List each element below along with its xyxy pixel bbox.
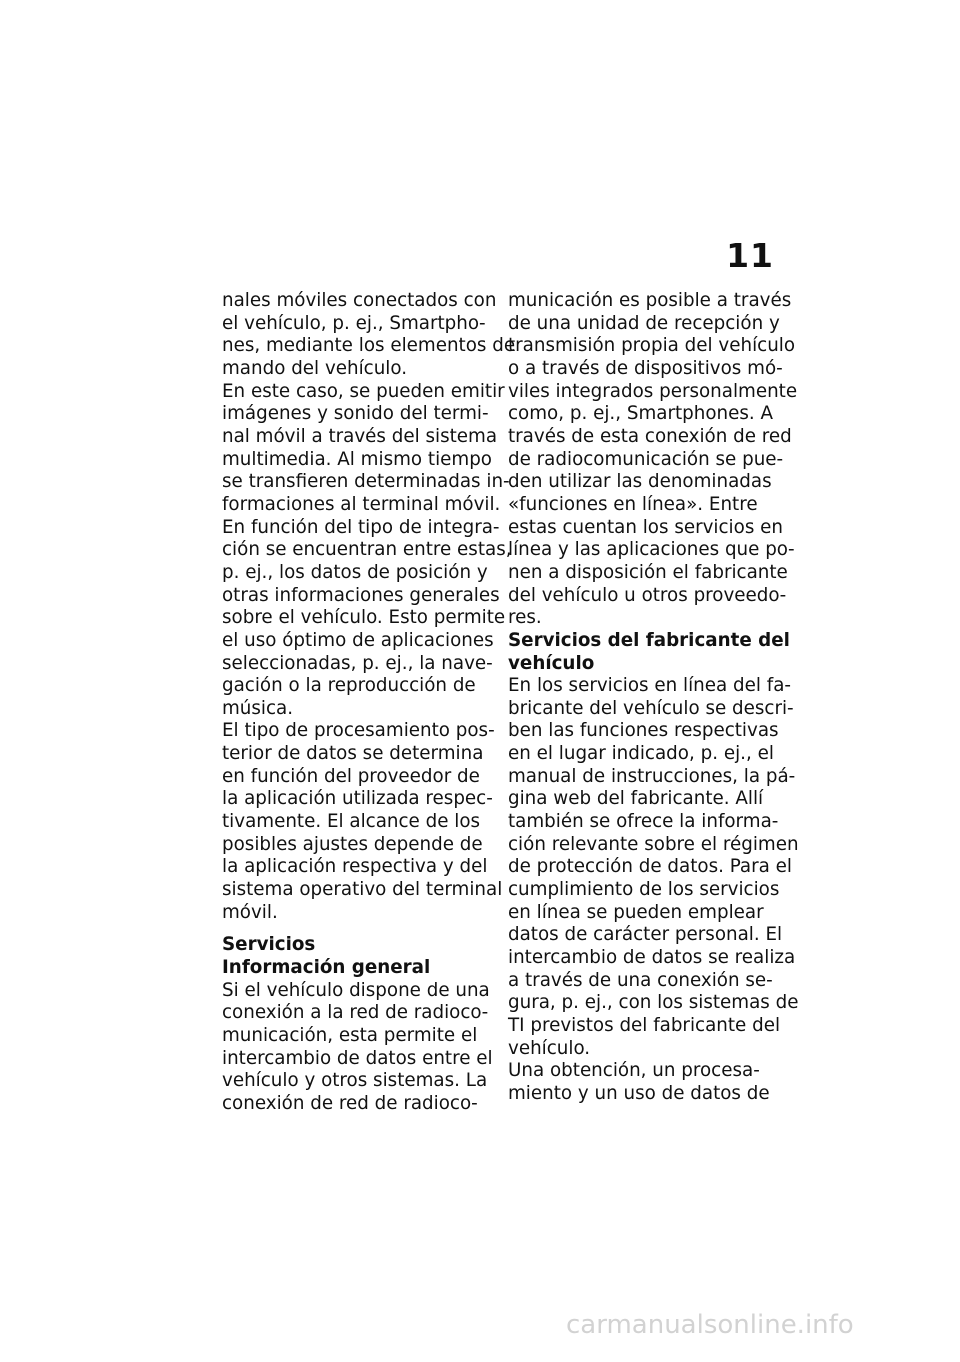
- text-line: imágenes y sonido del termi‐: [222, 403, 489, 425]
- text-line: terior de datos se determina: [222, 743, 484, 765]
- text-line: de radiocomunicación se pue‐: [508, 448, 784, 470]
- text-line: tivamente. El alcance de los: [222, 811, 481, 833]
- text-line: En este caso, se pueden emitir: [222, 380, 505, 402]
- text-line: vehículo y otros sistemas. La: [222, 1070, 488, 1092]
- text-line: res.: [508, 607, 542, 629]
- text-line: sistema operativo del terminal: [222, 879, 503, 901]
- text-line: formaciones al terminal móvil.: [222, 493, 501, 515]
- page-number: 11: [726, 236, 774, 275]
- text-line: mando del vehículo.: [222, 357, 408, 379]
- text-line: en línea se pueden emplear: [508, 901, 764, 923]
- text-line: «funciones en línea». Entre: [508, 493, 758, 515]
- text-line: sobre el vehículo. Esto permite: [222, 607, 506, 629]
- section-gap: [222, 924, 494, 934]
- text-line: posibles ajustes depende de: [222, 833, 483, 855]
- text-line: viles integrados personalmente: [508, 380, 798, 402]
- watermark: carmanualsonline.info: [566, 1310, 854, 1340]
- text-line: otras informaciones generales: [222, 584, 500, 606]
- text-line: gación o la reproducción de: [222, 675, 476, 697]
- text-line: a través de una conexión se‐: [508, 969, 773, 991]
- text-line: ben las funciones respectivas: [508, 720, 779, 742]
- text-line: miento y un uso de datos de: [508, 1082, 770, 1104]
- text-line: el vehículo, p. ej., Smartpho‐: [222, 312, 486, 334]
- section-heading: Servicios: [222, 934, 316, 956]
- text-line: intercambio de datos entre el: [222, 1047, 493, 1069]
- left-section-paragraph: [222, 980, 494, 1116]
- text-line: p. ej., los datos de posición y: [222, 561, 488, 583]
- text-line: de protección de datos. Para el: [508, 856, 792, 878]
- text-line: Si el vehículo dispone de una: [222, 979, 490, 1001]
- text-line: conexión a la red de radioco‐: [222, 1002, 489, 1024]
- text-line: cumplimiento de los servicios: [508, 879, 780, 901]
- right-section-paragraph: [508, 675, 799, 1105]
- text-line: móvil.: [222, 901, 278, 923]
- right-paragraph-block: [508, 290, 798, 630]
- text-line: la aplicación utilizada respec‐: [222, 788, 493, 810]
- text-line: en función del proveedor de: [222, 765, 480, 787]
- text-line: ción relevante sobre el régimen: [508, 833, 799, 855]
- text-line: la aplicación respectiva y del: [222, 856, 488, 878]
- text-line: en el lugar indicado, p. ej., el: [508, 743, 774, 765]
- text-line: vehículo.: [508, 1037, 591, 1059]
- text-line: como, p. ej., Smartphones. A: [508, 403, 773, 425]
- left-column: [222, 290, 516, 1116]
- section-heading-line: Servicios del fabricante del: [508, 629, 790, 651]
- text-line: o a través de dispositivos mó‐: [508, 357, 783, 379]
- text-line: el uso óptimo de aplicaciones: [222, 629, 494, 651]
- text-line: gina web del fabricante. Allí: [508, 788, 764, 810]
- text-line: ción se encuentran entre estas,: [222, 539, 512, 561]
- text-line: seleccionadas, p. ej., la nave‐: [222, 652, 493, 674]
- text-line: de una unidad de recepción y: [508, 312, 780, 334]
- section-heading-line: vehículo: [508, 652, 595, 674]
- text-line: nen a disposición el fabricante: [508, 561, 788, 583]
- text-line: El tipo de procesamiento pos‐: [222, 720, 495, 742]
- text-line: nales móviles conectados con: [222, 290, 497, 311]
- text-line: través de esta conexión de red: [508, 425, 792, 447]
- text-line: intercambio de datos se realiza: [508, 947, 796, 969]
- subsection-heading: Información general: [222, 957, 431, 979]
- text-line: multimedia. Al mismo tiempo: [222, 448, 492, 470]
- text-line: gura, p. ej., con los sistemas de: [508, 992, 799, 1014]
- text-line: se transfieren determinadas in‐: [222, 471, 510, 493]
- right-column: [508, 290, 799, 1106]
- text-line: manual de instrucciones, la pá‐: [508, 765, 796, 787]
- text-line: Una obtención, un procesa‐: [508, 1060, 760, 1082]
- text-line: En función del tipo de integra‐: [222, 516, 500, 538]
- text-line: municación es posible a través: [508, 290, 792, 311]
- text-line: conexión de red de radioco‐: [222, 1092, 478, 1114]
- text-line: En los servicios en línea del fa‐: [508, 675, 792, 697]
- text-line: línea y las aplicaciones que po‐: [508, 539, 795, 561]
- text-line: también se ofrece la informa‐: [508, 811, 779, 833]
- text-line: bricante del vehículo se descri‐: [508, 697, 794, 719]
- text-line: TI previstos del fabricante del: [508, 1015, 781, 1036]
- text-line: datos de carácter personal. El: [508, 924, 783, 946]
- left-paragraph-block: [222, 290, 516, 924]
- text-line: nal móvil a través del sistema: [222, 425, 498, 447]
- text-line: municación, esta permite el: [222, 1025, 478, 1046]
- text-line: música.: [222, 697, 294, 719]
- text-line: estas cuentan los servicios en: [508, 516, 783, 538]
- text-line: transmisión propia del vehículo: [508, 335, 796, 357]
- text-line: nes, mediante los elementos de: [222, 335, 516, 357]
- text-line: del vehículo u otros proveedo‐: [508, 584, 787, 606]
- text-line: den utilizar las denominadas: [508, 471, 772, 493]
